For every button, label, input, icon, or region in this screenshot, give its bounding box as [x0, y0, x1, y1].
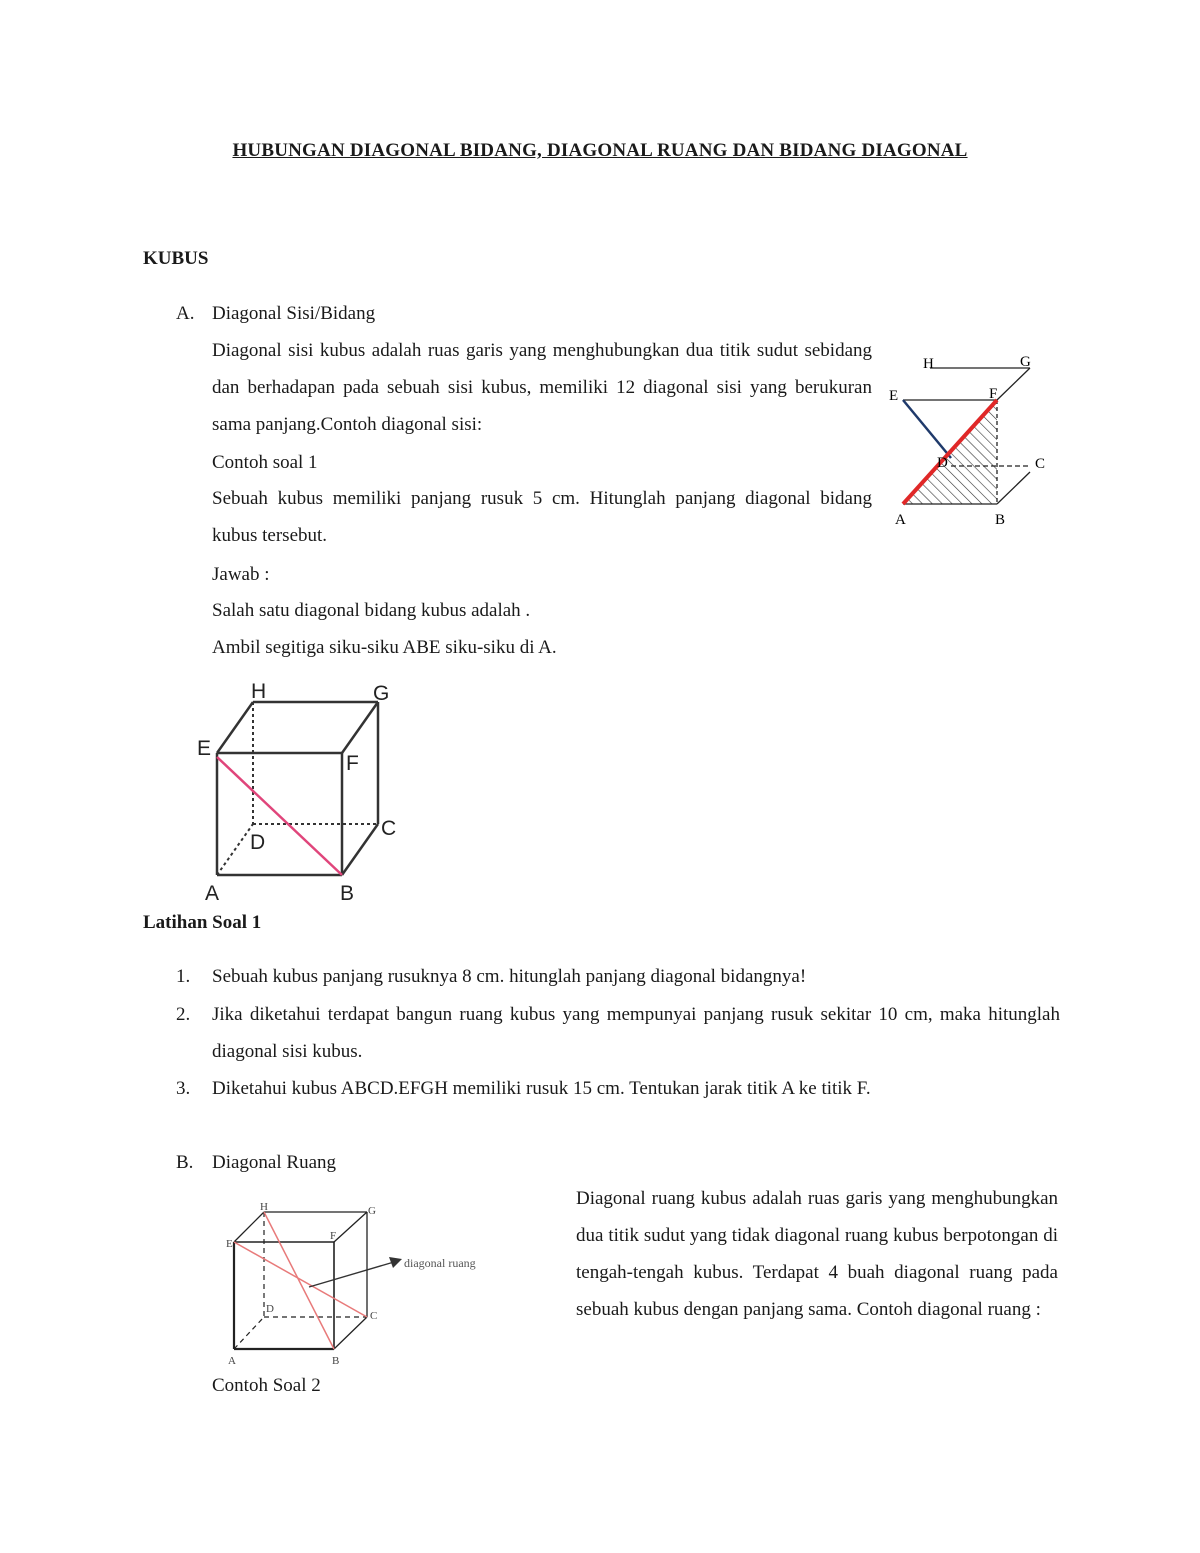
edge-fg — [997, 368, 1030, 400]
label-d: D — [937, 455, 948, 471]
diagonal-ruang-label: diagonal ruang — [404, 1256, 476, 1270]
latihan-num-1: 1. — [176, 966, 191, 987]
section-a-definition: Diagonal sisi kubus adalah ruas garis yang menghubungkan dua titik sudut sebidang dan berhadapan pada sebuah sisi kubus, memiliki 12 diagonal sisi yang berukuran sama panjang.Contoh diagonal sisi: — [212, 340, 872, 435]
label-h: H — [260, 1201, 268, 1213]
edge-ad — [217, 824, 253, 875]
label-b: B — [340, 882, 355, 905]
edge-eh — [217, 702, 253, 753]
label-d: D — [250, 831, 266, 854]
latihan-item-2: Jika diketahui terdapat bangun ruang kubus yang mempunyai panjang rusuk sekitar 10 cm, maka hitunglah diagonal sisi kubus. — [212, 1004, 1060, 1062]
label-g: G — [373, 682, 390, 705]
label-c: C — [370, 1310, 378, 1322]
space-diagonal-ec — [234, 1242, 367, 1317]
latihan-heading: Latihan Soal 1 — [143, 912, 262, 933]
edge-fg — [334, 1212, 367, 1242]
annotation-arrow — [309, 1262, 394, 1287]
label-f: F — [989, 386, 998, 402]
section-a-marker: A. — [176, 303, 195, 324]
label-h: H — [923, 356, 934, 372]
label-a: A — [228, 1355, 236, 1367]
label-e: E — [226, 1238, 233, 1250]
example-1-title: Contoh soal 1 — [212, 452, 318, 473]
edge-bc — [334, 1317, 367, 1349]
face-diagonal-eb — [217, 757, 342, 875]
label-b: B — [332, 1355, 340, 1367]
label-h: H — [251, 680, 267, 703]
answer-line-2: Ambil segitiga siku-siku ABE siku-siku di A. — [212, 637, 557, 658]
section-a-heading: Diagonal Sisi/Bidang — [212, 303, 376, 324]
latihan-num-2: 2. — [176, 1004, 191, 1025]
edge-bc — [997, 472, 1030, 504]
label-d: D — [266, 1303, 274, 1315]
label-c: C — [1035, 456, 1046, 472]
heading-kubus: KUBUS — [143, 248, 209, 269]
label-f: F — [346, 752, 359, 775]
page-title: HUBUNGAN DIAGONAL BIDANG, DIAGONAL RUANG DAN BIDANG DIAGONAL — [232, 140, 968, 161]
edge-fg — [342, 702, 378, 753]
label-c: C — [381, 817, 397, 840]
label-e: E — [197, 737, 212, 760]
edge-ad — [234, 1317, 264, 1349]
example-2-title: Contoh Soal 2 — [212, 1375, 321, 1396]
answer-label: Jawab : — [212, 564, 270, 585]
cube-face-diagonal-figure — [195, 675, 415, 907]
edge-ed — [903, 400, 951, 458]
label-g: G — [368, 1205, 376, 1217]
label-e: E — [889, 388, 899, 404]
answer-line-1: Salah satu diagonal bidang kubus adalah . — [212, 600, 531, 621]
space-diagonal-figure — [222, 1197, 492, 1369]
label-g: G — [1020, 354, 1031, 370]
diagonal-plane-figure — [885, 348, 1055, 530]
label-b: B — [995, 512, 1006, 528]
space-diagonal-hb — [264, 1212, 337, 1349]
label-a: A — [895, 512, 906, 528]
section-b-marker: B. — [176, 1152, 194, 1173]
example-1-text: Sebuah kubus memiliki panjang rusuk 5 cm. Hitunglah panjang diagonal bidang kubus tersebut. — [212, 488, 872, 546]
latihan-item-1: Sebuah kubus panjang rusuknya 8 cm. hitunglah panjang diagonal bidangnya! — [212, 966, 807, 987]
edge-eh — [234, 1212, 264, 1242]
latihan-item-3: Diketahui kubus ABCD.EFGH memiliki rusuk 15 cm. Tentukan jarak titik A ke titik F. — [212, 1078, 871, 1099]
latihan-num-3: 3. — [176, 1078, 191, 1099]
section-b-definition: Diagonal ruang kubus adalah ruas garis yang menghubungkan dua titik sudut yang tidak diagonal ruang kubus berpotongan di tengah-tengah kubus. Terdapat 4 buah diagonal ruang pada sebuah kubus dengan panjang sama. Contoh diagonal ruang : — [576, 1188, 1058, 1320]
label-f: F — [330, 1230, 337, 1242]
section-b-heading: Diagonal Ruang — [212, 1152, 337, 1173]
edge-bc — [342, 824, 378, 875]
label-a: A — [205, 882, 220, 905]
